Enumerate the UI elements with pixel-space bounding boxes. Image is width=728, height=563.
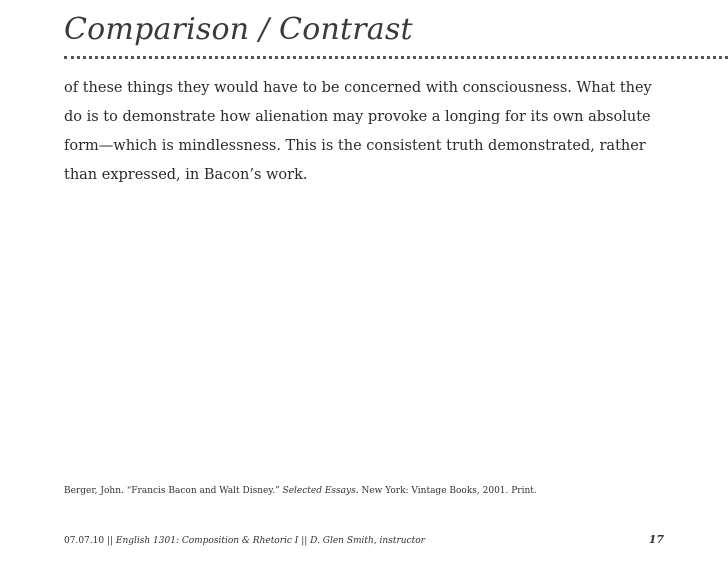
page-number: 17 <box>648 533 664 546</box>
citation <box>64 484 537 498</box>
footer-date: 07.07.10 <box>64 536 105 546</box>
slide-title: Comparison / Contrast <box>64 12 413 47</box>
body-line: do is to demonstrate how alienation may provoke a longing for its own absolute <box>64 109 651 125</box>
body-line: form—which is mindlessness. This is the consistent truth demonstrated, rather <box>64 138 646 154</box>
body-line: of these things they would have to be concerned with consciousness. What they <box>64 80 652 96</box>
footer-course: English 1301: Composition & Rhetoric I || D. Glen Smith, instructor <box>115 536 425 546</box>
title-divider <box>64 56 728 59</box>
footer-separator: || <box>104 536 116 546</box>
citation-publisher: . New York: Vintage Books, 2001. Print. <box>355 486 537 496</box>
citation-book-title: Selected Essays <box>282 486 356 496</box>
slide-footer <box>64 534 425 548</box>
citation-author-essay: Berger, John. “Francis Bacon and Walt Disney.” <box>64 486 283 496</box>
body-line: than expressed, in Bacon’s work. <box>64 167 308 183</box>
body-text <box>64 74 664 190</box>
